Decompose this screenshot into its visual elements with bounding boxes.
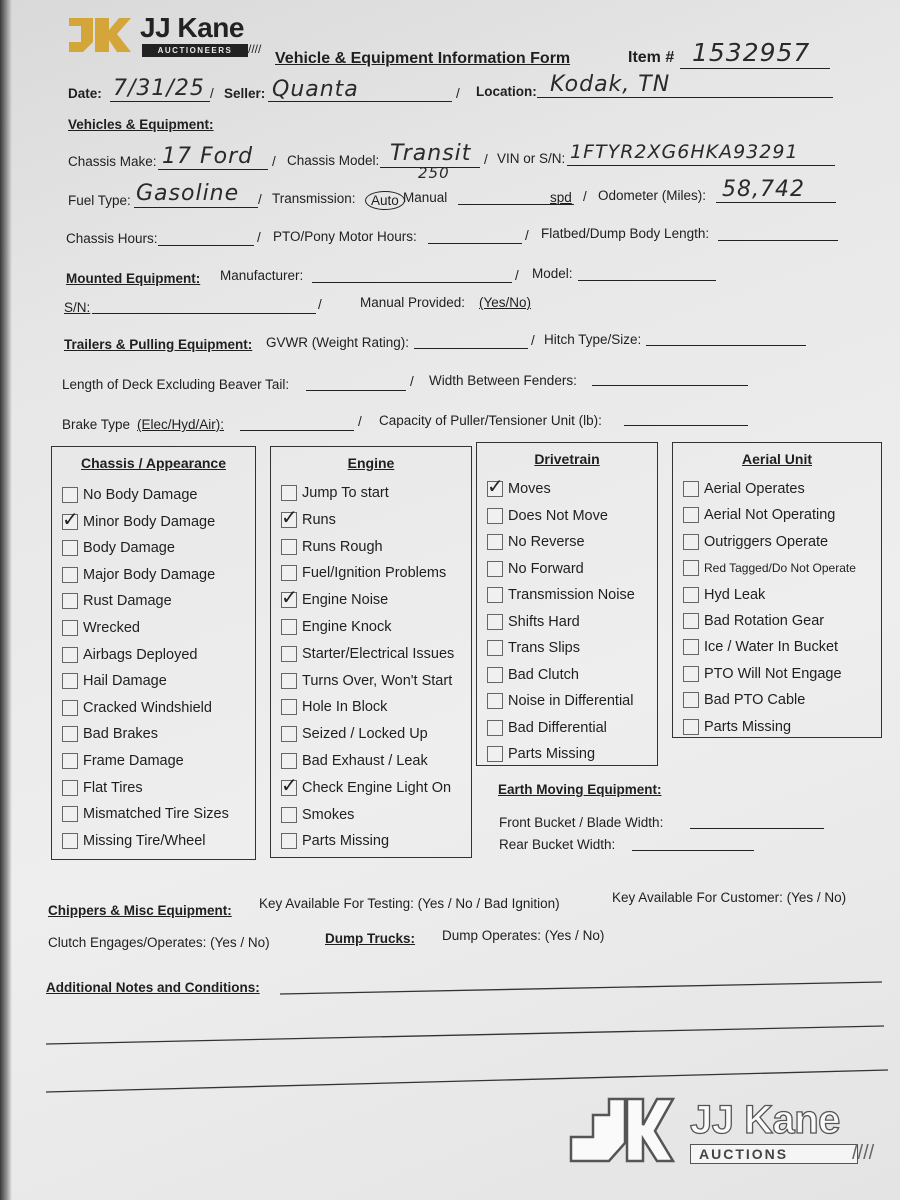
drivetrain-item[interactable]: [487, 474, 551, 498]
chassis-item[interactable]: [62, 753, 184, 769]
engine-section: [270, 446, 472, 858]
aerial-unit-section: [672, 442, 882, 738]
chassis-item-label: Body Damage: [83, 540, 175, 557]
chassis-item-label: Airbags Deployed: [83, 646, 198, 663]
engine-checkbox[interactable]: [281, 619, 297, 635]
key-testing-text: Key Available For Testing: (Yes / No / Bad Ignition): [259, 896, 560, 911]
form-page: JJ Kane AUCTIONEERS //// Vehicle & Equipment Information Form Item # 1532957 Date: 7/31/25 / Seller: Quanta / Location: Kodak, TN Vehicles & Equipment: Chassis Make: 17 Ford / Chassis Model: Transit 250 / VIN or S/N: 1FTYR2XG6HKA93291 Fuel Type: Gasoline / Transmission: Auto Manual spd / Odometer (Miles): 58,742 Chassis Hours: / PTO/Pony Motor Hours: / Flatbed/Dump Body Length: Mounted Equipment: Manufacturer: / Model: S/N: / Manual Provided: (Yes/No) Trailers & Pulling Equipment: GVWR (Weight Rating): / Hitch Type/Size: Length of Deck Excluding Beaver Tail: / Width Between Fenders: Brake Type (Elec/Hyd/Air): / Capacity of Puller/Tensioner Unit (lb): Chassis / Appearance No Body Damage ✓ Minor Body Damage Body Damage Major Body Damage Rust Damage Wrecked Airbags Deployed Hail Damage Cracked Windshield Bad Brakes Frame Damage Flat Tires Mismatched Tire Sizes Missing Tire/Wheel Engine Jump To start ✓ Runs Runs Rough Fuel/Ignition Problems ✓ Engine Noise Engine Knock Starter/Electrical Issues Turns Over, Won't Start Hole In Block Seized / Locked Up Bad Exhaust / Leak ✓ Check Engine Light On Smokes Parts Missing Drivetrain ✓ Moves Does Not Move No Reverse No Forward Transmission Noise Shifts Hard Trans Slips Bad Clutch Noise in Differential Bad Differential Parts Missing Aerial Unit Aerial Operates Aerial Not Operating Outriggers Operate Red Tagged/Do Not Operate Hyd Leak Bad Rotation Gear Ice / Water In Bucket PTO Will Not Engage Bad PTO Cable Parts Missing Earth Moving Equipment: Front Bucket / Blade Width: Rear Bucket Width: Chippers & Misc Equipment: Key Available For Testing: (Yes / No / Bad Ignition) Key Available For Customer: (Yes / No) Clutch Engages/Operates: (Yes / No) Dump Trucks: Dump Operates: (Yes / No) Additional Notes and Conditions: JJ Kane AUCTIONS ////: [10, 0, 900, 1200]
aerial-checkbox[interactable]: [683, 692, 699, 708]
front-bucket-label: Front Bucket / Blade Width:: [499, 815, 664, 830]
seller-value: Quanta: [272, 77, 359, 102]
drivetrain-checkbox[interactable]: [487, 614, 503, 630]
drivetrain-item-label: Trans Slips: [508, 640, 580, 656]
chassis-item[interactable]: [62, 620, 140, 636]
dump-trucks-heading: Dump Trucks:: [325, 931, 416, 946]
vehicles-heading: Vehicles & Equipment:: [68, 117, 214, 132]
date-value: 7/31/25: [113, 76, 205, 101]
chassis-item[interactable]: [62, 726, 158, 742]
location-label: Location:: [476, 84, 537, 99]
chassis-checkbox[interactable]: [62, 780, 78, 796]
aerial-checkbox[interactable]: [683, 613, 699, 629]
drivetrain-checkbox[interactable]: [487, 508, 503, 524]
fender-width-label: Width Between Fenders:: [429, 373, 577, 388]
drivetrain-section: [476, 442, 658, 766]
pto-hours-label: PTO/Pony Motor Hours:: [273, 229, 417, 244]
engine-item[interactable]: [281, 753, 428, 769]
chassis-item-label: Mismatched Tire Sizes: [83, 806, 229, 823]
watermark-stripes-icon: ////: [852, 1142, 875, 1164]
odometer-label: Odometer (Miles):: [598, 188, 707, 203]
engine-item-label: Seized / Locked Up: [302, 726, 428, 743]
aerial-item[interactable]: [683, 534, 828, 550]
sn-label: S/N:: [64, 300, 91, 315]
engine-item[interactable]: [281, 619, 391, 635]
chassis-item-label: Flat Tires: [83, 779, 143, 796]
chassis-item[interactable]: [62, 833, 205, 849]
drivetrain-checkbox[interactable]: [487, 561, 503, 577]
drivetrain-checkbox[interactable]: [487, 693, 503, 709]
drivetrain-item[interactable]: [487, 508, 608, 524]
flatbed-length-label: Flatbed/Dump Body Length:: [541, 226, 710, 241]
aerial-item[interactable]: [683, 507, 835, 523]
drivetrain-item[interactable]: [487, 614, 580, 630]
chassis-checkbox[interactable]: [62, 647, 78, 663]
drivetrain-item[interactable]: [487, 534, 585, 550]
engine-item-label: Engine Knock: [302, 619, 392, 635]
engine-item[interactable]: [281, 485, 389, 501]
logo-subtitle: AUCTIONEERS: [142, 44, 248, 57]
chassis-item-label: Missing Tire/Wheel: [83, 832, 206, 849]
drivetrain-item[interactable]: [487, 640, 580, 656]
watermark-logo-icon: [565, 1095, 675, 1167]
aerial-checkbox[interactable]: [683, 639, 699, 655]
engine-item-label: Parts Missing: [302, 833, 390, 850]
aerial-item[interactable]: [683, 481, 805, 497]
engine-checkbox[interactable]: [281, 699, 297, 715]
item-number-value: 1532957: [692, 38, 811, 67]
engine-item-label: Engine Noise: [302, 592, 389, 609]
watermark-text: JJ Kane: [690, 1098, 840, 1142]
drivetrain-item[interactable]: [487, 693, 633, 709]
engine-item-label: Bad Exhaust / Leak: [302, 753, 428, 769]
transmission-manual-option[interactable]: Manual: [403, 190, 448, 205]
puller-capacity-label: Capacity of Puller/Tensioner Unit (lb):: [379, 413, 602, 428]
chassis-appearance-section: [51, 446, 256, 860]
chassis-item-label: Rust Damage: [83, 593, 172, 610]
engine-item-label: Starter/Electrical Issues: [302, 645, 455, 662]
aerial-item-label: Ice / Water In Bucket: [704, 639, 839, 656]
engine-item[interactable]: [281, 565, 446, 581]
drivetrain-title: Drivetrain: [534, 451, 600, 467]
engine-checkbox[interactable]: [281, 585, 298, 610]
engine-item-label: Check Engine Light On: [302, 779, 452, 796]
fuel-type-value: Gasoline: [136, 181, 240, 206]
earth-moving-heading: Earth Moving Equipment:: [498, 782, 662, 797]
engine-item[interactable]: [281, 772, 452, 797]
trailers-heading: Trailers & Pulling Equipment:: [64, 337, 253, 352]
aerial-item-label: Aerial Operates: [704, 481, 805, 497]
model-label: Model:: [532, 266, 573, 281]
engine-item-label: Jump To start: [302, 485, 389, 501]
chassis-hours-label: Chassis Hours:: [66, 231, 158, 246]
engine-item[interactable]: [281, 539, 383, 555]
additional-notes-heading: Additional Notes and Conditions:: [46, 980, 260, 995]
chassis-item[interactable]: [62, 806, 229, 822]
chassis-checkbox[interactable]: [62, 726, 78, 742]
aerial-item[interactable]: [683, 613, 824, 629]
chassis-checkbox[interactable]: [62, 806, 78, 822]
location-value: Kodak, TN: [550, 72, 671, 97]
deck-length-label: Length of Deck Excluding Beaver Tail:: [62, 377, 290, 392]
engine-checkbox[interactable]: [281, 485, 297, 501]
engine-title: Engine: [347, 455, 395, 471]
date-label: Date:: [68, 86, 102, 101]
aerial-item-label: Parts Missing: [704, 718, 792, 735]
drivetrain-item[interactable]: [487, 720, 607, 736]
chassis-checkbox[interactable]: [62, 700, 78, 716]
drivetrain-checkbox[interactable]: [487, 667, 503, 683]
checkmark-icon: ✓: [281, 585, 298, 610]
brake-type-label: Brake Type: [62, 417, 131, 432]
transmission-label: Transmission:: [272, 191, 356, 206]
aerial-checkbox[interactable]: [683, 719, 699, 735]
aerial-item-label: PTO Will Not Engage: [704, 665, 842, 682]
chassis-item[interactable]: [62, 673, 167, 689]
engine-item[interactable]: [281, 699, 387, 715]
chassis-item[interactable]: [62, 647, 197, 663]
seller-label: Seller:: [224, 86, 266, 101]
chassis-checkbox[interactable]: [62, 540, 78, 556]
chassis-checkbox[interactable]: [62, 567, 78, 583]
chassis-checkbox[interactable]: [62, 593, 78, 609]
key-customer-text: Key Available For Customer: (Yes / No): [612, 890, 847, 905]
checkmark-icon: ✓: [487, 474, 504, 498]
engine-checkbox[interactable]: [281, 646, 297, 662]
dump-operates-text: Dump Operates: (Yes / No): [442, 928, 605, 943]
chassis-item[interactable]: [62, 506, 216, 531]
aerial-checkbox[interactable]: [683, 587, 699, 603]
aerial-item[interactable]: [683, 639, 838, 655]
manual-provided-options[interactable]: (Yes/No): [479, 295, 532, 310]
engine-item-label: Hole In Block: [302, 699, 388, 716]
drivetrain-item-label: Noise in Differential: [508, 693, 634, 709]
engine-item-label: Fuel/Ignition Problems: [302, 565, 447, 582]
drivetrain-item-label: No Forward: [508, 560, 584, 577]
drivetrain-item-label: Transmission Noise: [508, 587, 635, 603]
aerial-item[interactable]: [683, 666, 842, 682]
aerial-item-label: Bad Rotation Gear: [704, 613, 825, 629]
drivetrain-item-label: Shifts Hard: [508, 613, 580, 630]
chassis-item-label: Major Body Damage: [83, 566, 216, 583]
chassis-item[interactable]: [62, 593, 172, 609]
engine-checkbox[interactable]: [281, 807, 297, 823]
drivetrain-item[interactable]: [487, 561, 584, 577]
mounted-equipment-heading: Mounted Equipment:: [66, 271, 201, 286]
chassis-item-label: Frame Damage: [83, 753, 184, 769]
engine-checkbox[interactable]: [281, 539, 297, 555]
engine-item-label: Runs: [302, 511, 336, 528]
aerial-item[interactable]: [683, 587, 765, 603]
clutch-engages-text: Clutch Engages/Operates: (Yes / No): [48, 935, 270, 950]
drivetrain-item[interactable]: [487, 667, 579, 683]
engine-checkbox[interactable]: [281, 753, 297, 769]
checkmark-icon: ✓: [281, 504, 298, 529]
aerial-checkbox[interactable]: [683, 560, 699, 576]
engine-item[interactable]: [281, 807, 354, 823]
chassis-make-value: 17 Ford: [162, 144, 254, 169]
chassis-checkbox[interactable]: [62, 506, 79, 531]
chassis-item[interactable]: [62, 487, 197, 503]
logo-text: JJ Kane: [140, 12, 244, 43]
chassis-item-label: Bad Brakes: [83, 726, 158, 743]
engine-item-label: Runs Rough: [302, 538, 383, 555]
vin-label: VIN or S/N:: [497, 151, 566, 166]
chassis-item-label: Wrecked: [83, 620, 140, 636]
aerial-item[interactable]: [683, 719, 791, 735]
engine-checkbox[interactable]: [281, 726, 297, 742]
chassis-item[interactable]: [62, 567, 215, 583]
engine-checkbox[interactable]: [281, 565, 297, 581]
drivetrain-item-label: Bad Clutch: [508, 666, 579, 683]
chassis-item-label: No Body Damage: [83, 487, 198, 503]
rear-bucket-label: Rear Bucket Width:: [499, 837, 616, 852]
aerial-item-label: Bad PTO Cable: [704, 692, 806, 709]
aerial-checkbox[interactable]: [683, 507, 699, 523]
chassis-appearance-title: Chassis / Appearance: [81, 455, 226, 471]
drivetrain-item[interactable]: [487, 587, 635, 603]
drivetrain-item-label: Parts Missing: [508, 746, 596, 762]
manufacturer-label: Manufacturer:: [220, 268, 304, 283]
engine-item-label: Turns Over, Won't Start: [302, 672, 453, 689]
drivetrain-item[interactable]: [487, 746, 595, 762]
gvwr-label: GVWR (Weight Rating):: [266, 335, 410, 350]
drivetrain-item-label: Bad Differential: [508, 719, 607, 736]
engine-item[interactable]: [281, 646, 454, 662]
engine-checkbox[interactable]: [281, 673, 297, 689]
chassis-model-value: Transit: [390, 141, 472, 166]
chassis-item-label: Cracked Windshield: [83, 699, 212, 716]
aerial-item-label: Outriggers Operate: [704, 533, 829, 550]
fuel-type-label: Fuel Type:: [68, 193, 131, 208]
chassis-model-sub: 250: [418, 164, 450, 182]
engine-checkbox[interactable]: [281, 833, 297, 849]
drivetrain-checkbox[interactable]: [487, 474, 504, 498]
drivetrain-checkbox[interactable]: [487, 534, 503, 550]
chassis-model-label: Chassis Model:: [287, 153, 380, 168]
drivetrain-checkbox[interactable]: [487, 587, 503, 603]
hitch-type-label: Hitch Type/Size:: [544, 332, 642, 347]
chassis-checkbox[interactable]: [62, 487, 78, 503]
engine-item[interactable]: [281, 726, 428, 742]
drivetrain-item-label: Does Not Move: [508, 507, 608, 524]
drivetrain-checkbox[interactable]: [487, 746, 503, 762]
chassis-item[interactable]: [62, 780, 143, 796]
chassis-make-label: Chassis Make:: [68, 154, 157, 169]
aerial-checkbox[interactable]: [683, 666, 699, 682]
transmission-auto-option[interactable]: Auto: [365, 191, 405, 210]
aerial-item[interactable]: [683, 560, 856, 576]
engine-item[interactable]: [281, 673, 452, 689]
chassis-item[interactable]: [62, 700, 212, 716]
chippers-heading: Chippers & Misc Equipment:: [48, 903, 232, 918]
manual-provided-label: Manual Provided:: [360, 295, 466, 310]
watermark-subtitle: AUCTIONS: [690, 1144, 858, 1164]
drivetrain-checkbox[interactable]: [487, 720, 503, 736]
chassis-item-label: Minor Body Damage: [83, 513, 216, 530]
engine-item[interactable]: [281, 504, 336, 529]
aerial-checkbox[interactable]: [683, 481, 699, 497]
drivetrain-checkbox[interactable]: [487, 640, 503, 656]
aerial-item[interactable]: [683, 692, 805, 708]
aerial-item-label: Hyd Leak: [704, 586, 766, 603]
chassis-checkbox[interactable]: [62, 673, 78, 689]
checkmark-icon: ✓: [62, 506, 79, 531]
spd-label: spd: [550, 190, 572, 205]
checkmark-icon: ✓: [281, 772, 298, 797]
logo-stripes-icon: ////: [248, 42, 262, 56]
chassis-item[interactable]: [62, 540, 175, 556]
aerial-item-label: Red Tagged/Do Not Operate: [704, 561, 856, 576]
vin-value: 1FTYR2XG6HKA93291: [570, 141, 799, 163]
engine-item-label: Smokes: [302, 806, 355, 823]
engine-checkbox[interactable]: [281, 504, 298, 529]
form-title: Vehicle & Equipment Information Form: [275, 50, 571, 67]
drivetrain-item-label: No Reverse: [508, 534, 585, 550]
odometer-value: 58,742: [722, 177, 805, 202]
aerial-item-label: Aerial Not Operating: [704, 507, 836, 524]
engine-item[interactable]: [281, 585, 389, 610]
drivetrain-item-label: Moves: [508, 481, 551, 497]
brake-type-options[interactable]: (Elec/Hyd/Air):: [137, 417, 225, 432]
aerial-unit-title: Aerial Unit: [741, 451, 812, 467]
notes-lines: [10, 960, 900, 1100]
item-label: Item #: [628, 49, 675, 66]
engine-checkbox[interactable]: [281, 772, 298, 797]
chassis-checkbox[interactable]: [62, 833, 78, 849]
engine-item[interactable]: [281, 833, 389, 849]
chassis-checkbox[interactable]: [62, 620, 78, 636]
chassis-checkbox[interactable]: [62, 753, 78, 769]
jj-kane-logo-icon: [65, 12, 131, 58]
aerial-checkbox[interactable]: [683, 534, 699, 550]
chassis-item-label: Hail Damage: [83, 673, 167, 690]
